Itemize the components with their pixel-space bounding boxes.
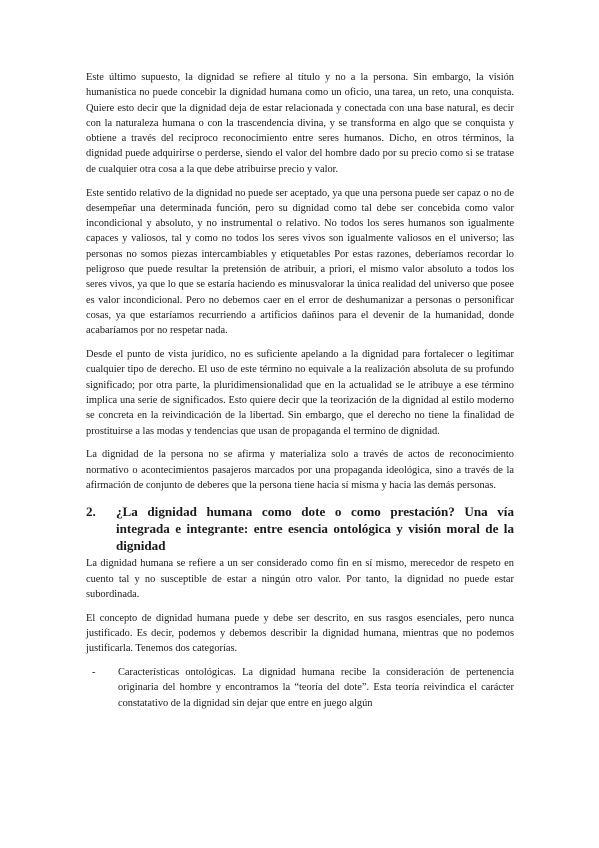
paragraph: Este último supuesto, la dignidad se refiere al título y no a la persona. Sin embargo, la visión humanística no puede concebir la dignidad humana como un oficio, una tarea, un reto, una conquista. Quiere esto decir que la dignidad deja de estar relacionada y conectada con una base natural, es decir con la naturaleza humana o con la trascendencia divina, y se transforma en algo que se conquista y obtiene a través del reciproco reconocimiento entre seres humanos. Dicho, en otros términos, la dignidad puede adquirirse o perderse, siendo el valor del hombre dado por su precio como si se tratase de cualquier otra cosa a la que debe atribuirse precio y valor. [86,72,514,175]
paragraph: El concepto de dignidad humana puede y debe ser descrito, en sus rasgos esenciales, pero nunca justificado. Es decir, podemos y debemos describir la dignidad humana, mientras que no podemos justificarla. Tenemos dos categorías. [86,612,514,655]
paragraph: Desde el punto de vista jurídico, no es suficiente apelando a la dignidad para fortalecer o legitimar cualquier tipo de derecho. El uso de este término no equivale a la realización absoluta de su profundo significado; por otra parte, la pluridimensionalidad que en la actualidad se le atribuye a ese término implica una serie de significados. Esto quiere decir que la teorización de la dignidad al estilo moderno se concreta en la reivindicación de la libertad. Sin embargo, que el derecho no tiene la finalidad de prostituirse a las modas y tendencias que usan de propaganda el termino de dignidad. [86,349,514,437]
paragraph: La dignidad de la persona no se afirma y materializa solo a través de actos de reconocimiento normativo o acontecimientos pasajeros marcados por una propaganda ideológica, sino a través de la afirmación de conjunto de deberes que la persona tiene hacia sí misma y hacia las demás personas. [86,449,514,491]
list-marker: - [92,667,96,678]
paragraph: Este sentido relativo de la dignidad no puede ser aceptado, ya que una persona puede ser capaz o no de desempeñar una determinada función, pero su dignidad como tal debe ser concebida como valor incondicional y absoluto, y no instrumental o relativo. No todos los seres humanos son igualmente capaces y valiosos, tal y como no todos los seres vivos son igualmente valiosos en el universo; las personas no somos piezas intercambiables y etiquetables Por estas razones, deberíamos recordar lo peligroso que puede resultar la pretensión de atribuir, a priori, el mismo valor absoluto a todos los seres vivos, ya que lo que se estaría haciendo es minusvalorar la única realidad del universo que posee es valor incondicional. Pero no debemos caer en el error de deshumanizar a personas o personificar cosas, ya que estaríamos recurriendo a artificios dañinos para el devenir de la humanidad, donde acabaríamos por no respetar nada. [86,187,514,337]
list-item-text: Características ontológicas. La dignidad humana recibe la consideración de pertenencia originaria del hombre y encontramos la “teoría del dote”. Esta teoría reivindica el carácter constatativo de la dignidad sin dejar que entre en juego algún [118,667,514,709]
list-item [86,665,514,711]
document-body [86,70,514,711]
section-number: 2. [86,504,96,520]
section-heading [86,503,514,554]
paragraph: La dignidad humana se refiere a un ser considerado como fin en sí mismo, merecedor de respeto en cuento tal y no susceptible de estar a ningún otro valor. Por tanto, la dignidad no puede estar subordinada. [86,558,514,600]
section-title: ¿La dignidad humana como dote o como prestación? Una vía integrada e integrante: entre esencia ontológica y visión moral de la dignidad [116,504,514,554]
